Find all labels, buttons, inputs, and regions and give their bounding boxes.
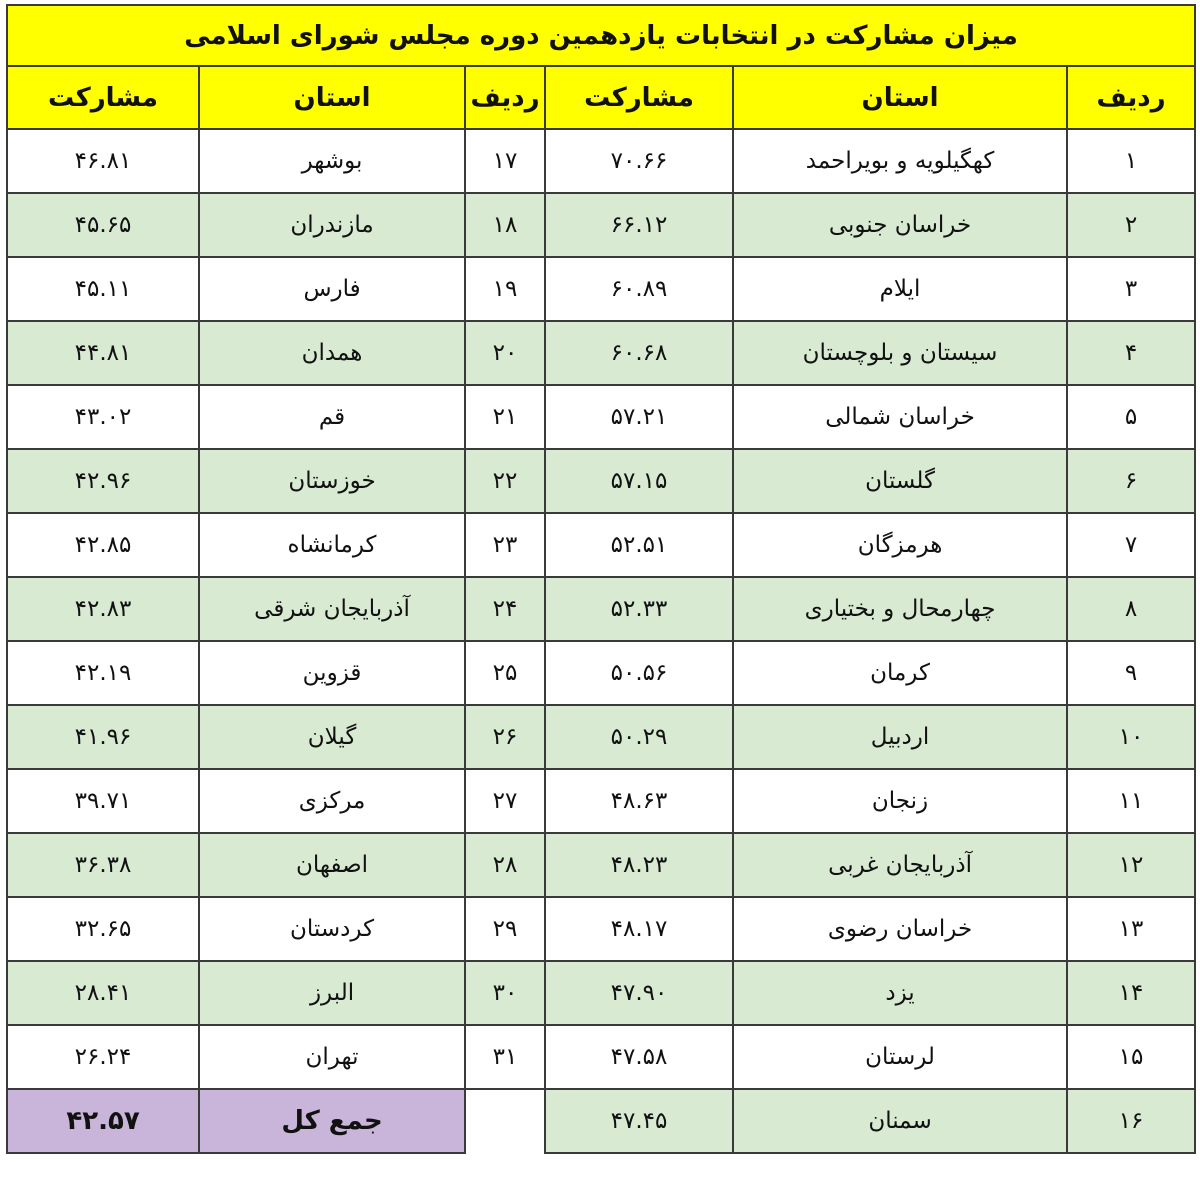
- rank-cell: ۱۱: [1067, 769, 1195, 833]
- province-cell: مازندران: [199, 193, 465, 257]
- province-cell: البرز: [199, 961, 465, 1025]
- rank-cell: ۱۵: [1067, 1025, 1195, 1089]
- rank-cell: ۷: [1067, 513, 1195, 577]
- province-cell: قم: [199, 385, 465, 449]
- participation-cell: ۴۸.۲۳: [545, 833, 733, 897]
- province-cell: خراسان رضوی: [733, 897, 1067, 961]
- table-row: [7, 961, 1195, 1025]
- rank-cell: ۵: [1067, 385, 1195, 449]
- participation-cell: ۷۰.۶۶: [545, 129, 733, 193]
- province-cell: خراسان جنوبی: [733, 193, 1067, 257]
- rank-cell: ۱۲: [1067, 833, 1195, 897]
- province-cell: کرمانشاه: [199, 513, 465, 577]
- table-row: [7, 833, 1195, 897]
- province-cell: اردبیل: [733, 705, 1067, 769]
- table-row: [7, 513, 1195, 577]
- table-row: [7, 641, 1195, 705]
- rank-cell: ۲۷: [465, 769, 545, 833]
- rank-cell: ۱۳: [1067, 897, 1195, 961]
- rank-cell: ۸: [1067, 577, 1195, 641]
- province-cell: بوشهر: [199, 129, 465, 193]
- province-cell: خوزستان: [199, 449, 465, 513]
- table-row: [7, 577, 1195, 641]
- province-cell: اصفهان: [199, 833, 465, 897]
- rank-cell: ۲۶: [465, 705, 545, 769]
- participation-cell: ۵۷.۱۵: [545, 449, 733, 513]
- table-row: [7, 449, 1195, 513]
- rank-cell: ۱۰: [1067, 705, 1195, 769]
- participation-cell: ۴۷.۴۵: [545, 1089, 733, 1153]
- table-row: [7, 321, 1195, 385]
- participation-cell: ۵۷.۲۱: [545, 385, 733, 449]
- table-title: میزان مشارکت در انتخابات یازدهمین دوره مجلس شورای اسلامی: [7, 5, 1195, 66]
- province-cell: لرستان: [733, 1025, 1067, 1089]
- participation-document: [6, 4, 1194, 1167]
- table-row: [7, 705, 1195, 769]
- province-cell: آذربایجان شرقی: [199, 577, 465, 641]
- table-row: [7, 769, 1195, 833]
- table-row: [7, 385, 1195, 449]
- province-cell: کهگیلویه و بویراحمد: [733, 129, 1067, 193]
- participation-cell: ۴۸.۱۷: [545, 897, 733, 961]
- province-cell: همدان: [199, 321, 465, 385]
- province-cell: گلستان: [733, 449, 1067, 513]
- participation-cell: ۴۲.۸۳: [7, 577, 199, 641]
- rank-cell: ۱۷: [465, 129, 545, 193]
- rank-cell: ۲۲: [465, 449, 545, 513]
- rank-cell: ۳: [1067, 257, 1195, 321]
- participation-cell: ۵۲.۵۱: [545, 513, 733, 577]
- province-cell: یزد: [733, 961, 1067, 1025]
- participation-cell: ۴۳.۰۲: [7, 385, 199, 449]
- province-cell: قزوین: [199, 641, 465, 705]
- rank-cell: ۲۰: [465, 321, 545, 385]
- rank-cell: ۱۸: [465, 193, 545, 257]
- rank-cell: ۱۹: [465, 257, 545, 321]
- participation-cell: ۶۰.۶۸: [545, 321, 733, 385]
- participation-cell: ۵۰.۵۶: [545, 641, 733, 705]
- table-row: [7, 257, 1195, 321]
- rank-cell: ۲۵: [465, 641, 545, 705]
- rank-cell: ۲۳: [465, 513, 545, 577]
- participation-cell: ۴۷.۹۰: [545, 961, 733, 1025]
- participation-cell: ۴۵.۶۵: [7, 193, 199, 257]
- participation-cell: ۳۹.۷۱: [7, 769, 199, 833]
- participation-cell: ۴۷.۵۸: [545, 1025, 733, 1089]
- header-province-right: استان: [733, 66, 1067, 129]
- province-cell: مرکزی: [199, 769, 465, 833]
- table-row: [7, 193, 1195, 257]
- table-row: [7, 1025, 1195, 1089]
- rank-cell: ۶: [1067, 449, 1195, 513]
- participation-cell: ۶۶.۱۲: [545, 193, 733, 257]
- header-participation-right: مشارکت: [545, 66, 733, 129]
- rank-cell: ۱۶: [1067, 1089, 1195, 1153]
- participation-cell: ۲۶.۲۴: [7, 1025, 199, 1089]
- participation-cell: ۴۵.۱۱: [7, 257, 199, 321]
- table-row: [7, 129, 1195, 193]
- participation-cell: ۳۲.۶۵: [7, 897, 199, 961]
- province-cell: ایلام: [733, 257, 1067, 321]
- province-cell: سمنان: [733, 1089, 1067, 1153]
- province-cell: آذربایجان غربی: [733, 833, 1067, 897]
- rank-cell: ۲: [1067, 193, 1195, 257]
- total-value: ۴۲.۵۷: [7, 1089, 199, 1153]
- rank-cell: ۴: [1067, 321, 1195, 385]
- participation-cell: ۵۰.۲۹: [545, 705, 733, 769]
- province-cell: کردستان: [199, 897, 465, 961]
- participation-cell: ۴۲.۱۹: [7, 641, 199, 705]
- province-cell: فارس: [199, 257, 465, 321]
- table-row: [7, 1089, 1195, 1153]
- rank-cell: ۱۴: [1067, 961, 1195, 1025]
- total-label: جمع کل: [199, 1089, 465, 1153]
- header-rank-left: ردیف: [465, 66, 545, 129]
- rank-cell: ۱: [1067, 129, 1195, 193]
- rank-cell: ۹: [1067, 641, 1195, 705]
- province-cell: تهران: [199, 1025, 465, 1089]
- rank-cell: ۲۱: [465, 385, 545, 449]
- province-cell: خراسان شمالی: [733, 385, 1067, 449]
- empty-cell: [465, 1089, 545, 1153]
- header-rank-right: ردیف: [1067, 66, 1195, 129]
- province-cell: گیلان: [199, 705, 465, 769]
- province-cell: زنجان: [733, 769, 1067, 833]
- province-cell: کرمان: [733, 641, 1067, 705]
- rank-cell: ۲۹: [465, 897, 545, 961]
- table-row: [7, 897, 1195, 961]
- province-cell: سیستان و بلوچستان: [733, 321, 1067, 385]
- participation-cell: ۲۸.۴۱: [7, 961, 199, 1025]
- rank-cell: ۲۴: [465, 577, 545, 641]
- participation-cell: ۴۱.۹۶: [7, 705, 199, 769]
- rank-cell: ۲۸: [465, 833, 545, 897]
- participation-cell: ۵۲.۳۳: [545, 577, 733, 641]
- participation-cell: ۴۸.۶۳: [545, 769, 733, 833]
- participation-cell: ۶۰.۸۹: [545, 257, 733, 321]
- header-participation-left: مشارکت: [7, 66, 199, 129]
- province-cell: هرمزگان: [733, 513, 1067, 577]
- participation-cell: ۴۲.۹۶: [7, 449, 199, 513]
- header-province-left: استان: [199, 66, 465, 129]
- table-body: [7, 129, 1195, 1153]
- province-cell: چهارمحال و بختیاری: [733, 577, 1067, 641]
- participation-cell: ۳۶.۳۸: [7, 833, 199, 897]
- participation-cell: ۴۲.۸۵: [7, 513, 199, 577]
- rank-cell: ۳۱: [465, 1025, 545, 1089]
- rank-cell: ۳۰: [465, 961, 545, 1025]
- participation-cell: ۴۴.۸۱: [7, 321, 199, 385]
- participation-table: [6, 4, 1196, 1154]
- participation-cell: ۴۶.۸۱: [7, 129, 199, 193]
